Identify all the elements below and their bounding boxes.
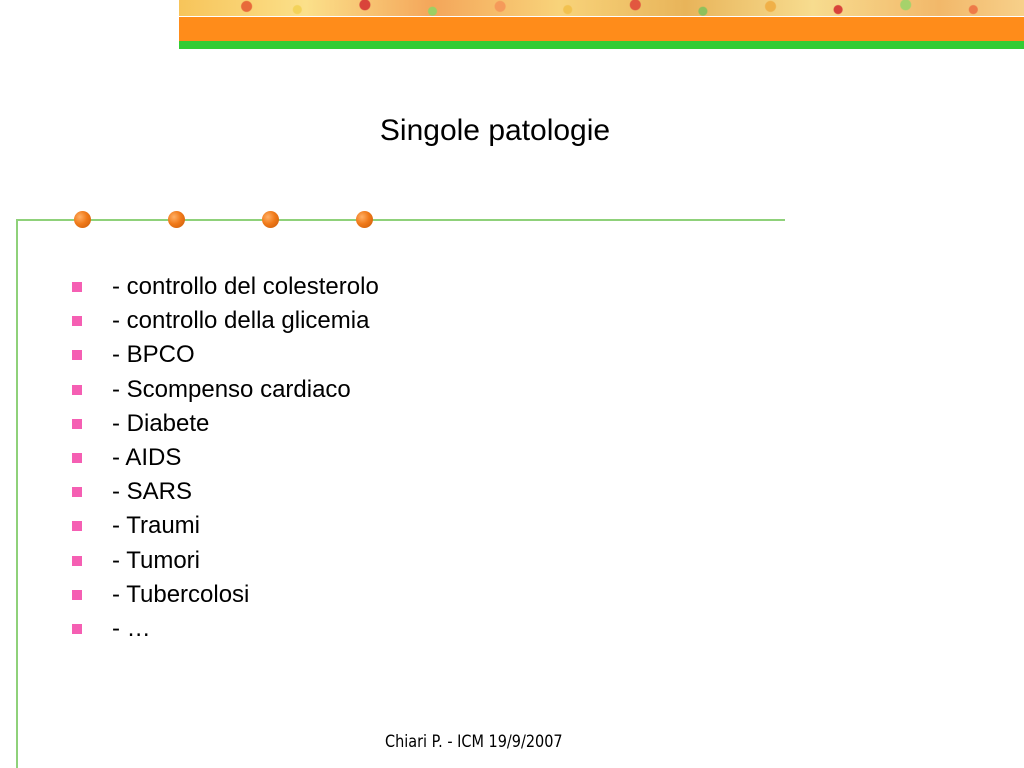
list-item <box>68 475 379 509</box>
square-bullet-icon <box>72 350 82 360</box>
square-bullet-icon <box>72 453 82 463</box>
banner-orange-stripe <box>179 17 1024 41</box>
banner-green-stripe <box>179 41 1024 49</box>
square-bullet-icon <box>72 316 82 326</box>
list-item-text: - BPCO <box>112 341 195 369</box>
square-bullet-icon <box>72 590 82 600</box>
slide-footer: Chiari P. - ICM 19/9/2007 <box>385 732 563 752</box>
list-item <box>68 441 379 475</box>
list-item <box>68 407 379 441</box>
list-item-text: - Tumori <box>112 546 201 574</box>
square-bullet-icon <box>72 556 82 566</box>
list-item-text: - Diabete <box>112 409 210 437</box>
list-item-text: - … <box>112 614 151 642</box>
orange-dot-icon <box>168 211 185 228</box>
header-banner <box>179 0 1024 50</box>
list-item-text: - Scompenso cardiaco <box>112 375 351 403</box>
square-bullet-icon <box>72 487 82 497</box>
list-item-text: - controllo della glicemia <box>112 307 370 335</box>
list-item <box>68 509 379 543</box>
list-item <box>68 373 379 407</box>
bullet-list <box>68 270 379 646</box>
slide-title-text: Singole patologie <box>379 114 611 147</box>
square-bullet-icon <box>72 282 82 292</box>
square-bullet-icon <box>72 385 82 395</box>
list-item <box>68 612 379 646</box>
orange-dot-icon <box>74 211 91 228</box>
list-item-text: - Traumi <box>112 512 201 540</box>
orange-dot-icon <box>356 211 373 228</box>
square-bullet-icon <box>72 521 82 531</box>
list-item <box>68 338 379 372</box>
square-bullet-icon <box>72 419 82 429</box>
list-item <box>68 304 379 338</box>
frame-left-line <box>16 219 18 768</box>
frame-top-line <box>16 219 785 221</box>
list-item-text: - SARS <box>112 478 193 506</box>
list-item-text: - AIDS <box>112 444 182 472</box>
banner-image <box>179 0 1024 16</box>
slide-title <box>0 114 990 148</box>
list-item <box>68 544 379 578</box>
list-item-text: - Tubercolosi <box>112 580 250 608</box>
list-item-text: - controllo del colesterolo <box>112 273 379 301</box>
orange-dot-icon <box>262 211 279 228</box>
square-bullet-icon <box>72 624 82 634</box>
list-item <box>68 578 379 612</box>
list-item <box>68 270 379 304</box>
